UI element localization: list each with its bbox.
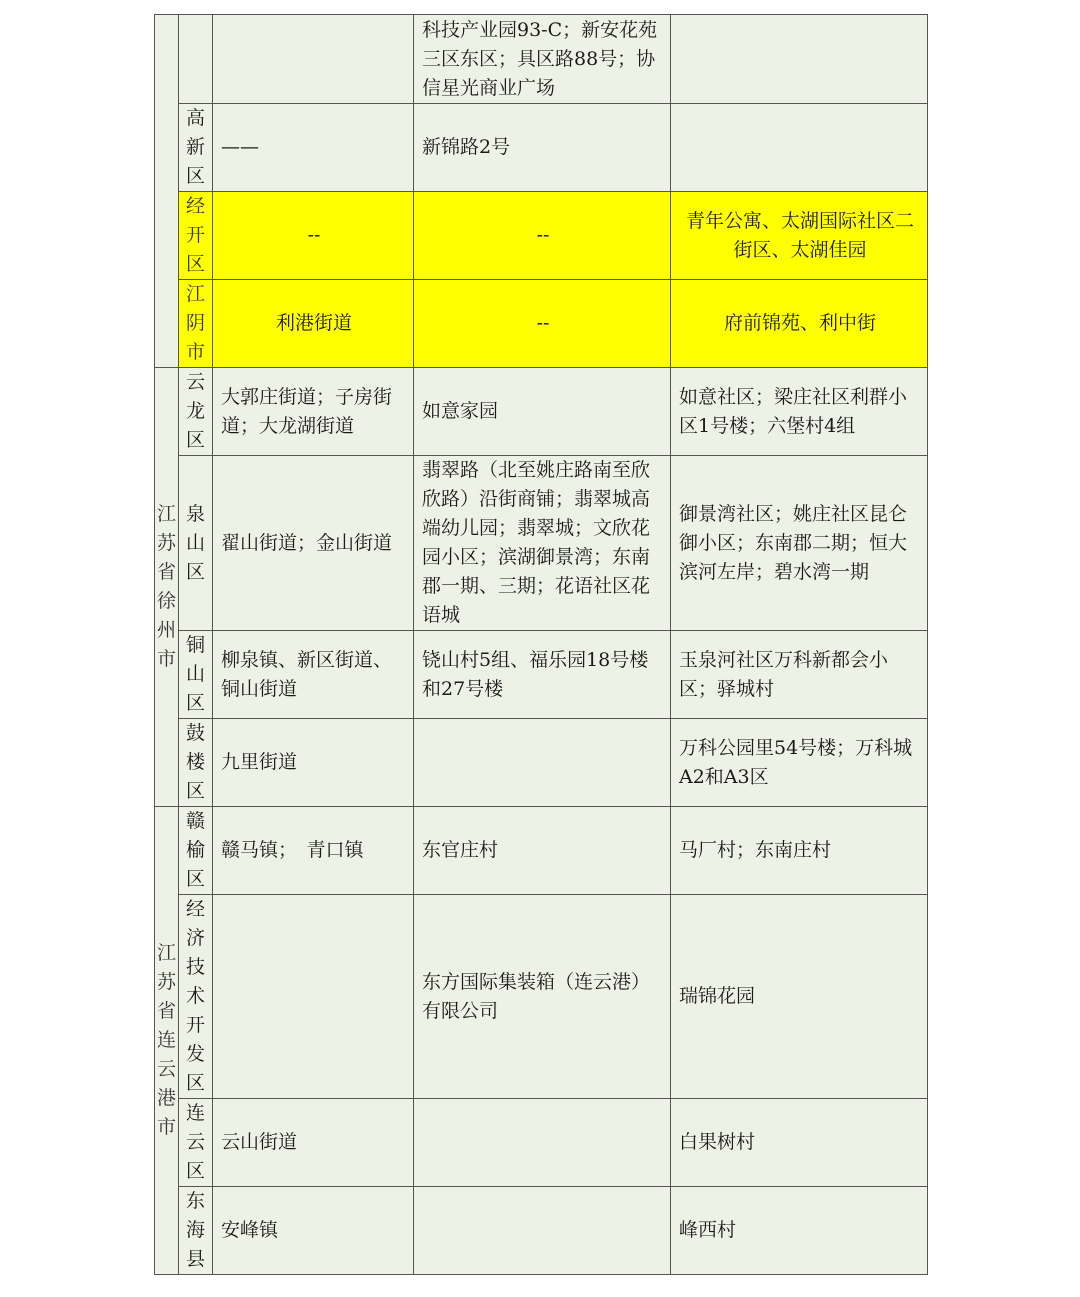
district-cell: 东海县 bbox=[179, 1187, 213, 1275]
streets-cell: —— bbox=[213, 104, 414, 192]
streets-cell: -- bbox=[213, 192, 414, 280]
streets-cell bbox=[213, 15, 414, 104]
streets-cell: 大郭庄街道；子房街道；大龙湖街道 bbox=[213, 368, 414, 456]
places-cell: 东方国际集装箱（连云港）有限公司 bbox=[414, 895, 671, 1099]
places-cell bbox=[414, 719, 671, 807]
communities-cell: 如意社区；梁庄社区利群小区1号楼；六堡村4组 bbox=[671, 368, 928, 456]
risk-area-table bbox=[154, 14, 928, 1275]
table-row bbox=[155, 1099, 928, 1187]
communities-cell: 马厂村；东南庄村 bbox=[671, 807, 928, 895]
table-row bbox=[155, 631, 928, 719]
communities-cell: 白果树村 bbox=[671, 1099, 928, 1187]
communities-cell: 青年公寓、太湖国际社区二街区、太湖佳园 bbox=[671, 192, 928, 280]
table-row bbox=[155, 104, 928, 192]
table-row bbox=[155, 719, 928, 807]
city-cell bbox=[155, 15, 179, 368]
places-cell: 翡翠路（北至姚庄路南至欣欣路）沿街商铺；翡翠城高端幼儿园；翡翠城；文欣花园小区；滨湖御景湾；东南郡一期、三期；花语社区花语城 bbox=[414, 456, 671, 631]
places-cell bbox=[414, 1099, 671, 1187]
table-row bbox=[155, 15, 928, 104]
district-cell: 铜山区 bbox=[179, 631, 213, 719]
district-cell: 经开区 bbox=[179, 192, 213, 280]
places-cell: 新锦路2号 bbox=[414, 104, 671, 192]
city-cell: 江苏省连云港市 bbox=[155, 807, 179, 1275]
communities-cell: 万科公园里54号楼；万科城A2和A3区 bbox=[671, 719, 928, 807]
table-row bbox=[155, 895, 928, 1099]
places-cell: 科技产业园93-C；新安花苑三区东区；具区路88号；协信星光商业广场 bbox=[414, 15, 671, 104]
streets-cell: 安峰镇 bbox=[213, 1187, 414, 1275]
table-row bbox=[155, 1187, 928, 1275]
communities-cell: 御景湾社区；姚庄社区昆仑御小区；东南郡二期；恒大滨河左岸；碧水湾一期 bbox=[671, 456, 928, 631]
streets-cell bbox=[213, 895, 414, 1099]
places-cell: 如意家园 bbox=[414, 368, 671, 456]
streets-cell: 利港街道 bbox=[213, 280, 414, 368]
table-row bbox=[155, 807, 928, 895]
communities-cell bbox=[671, 15, 928, 104]
communities-cell: 玉泉河社区万科新都会小区；驿城村 bbox=[671, 631, 928, 719]
places-cell: 东官庄村 bbox=[414, 807, 671, 895]
streets-cell: 赣马镇； 青口镇 bbox=[213, 807, 414, 895]
city-cell: 江苏省徐州市 bbox=[155, 368, 179, 807]
places-cell: -- bbox=[414, 192, 671, 280]
district-cell: 泉山区 bbox=[179, 456, 213, 631]
table-row bbox=[155, 456, 928, 631]
district-cell: 高新区 bbox=[179, 104, 213, 192]
district-cell: 江阴市 bbox=[179, 280, 213, 368]
district-cell bbox=[179, 15, 213, 104]
communities-cell: 瑞锦花园 bbox=[671, 895, 928, 1099]
communities-cell: 府前锦苑、利中街 bbox=[671, 280, 928, 368]
streets-cell: 柳泉镇、新区街道、铜山街道 bbox=[213, 631, 414, 719]
streets-cell: 九里街道 bbox=[213, 719, 414, 807]
streets-cell: 翟山街道；金山街道 bbox=[213, 456, 414, 631]
table-row-highlighted bbox=[155, 280, 928, 368]
table-row-highlighted bbox=[155, 192, 928, 280]
district-cell: 云龙区 bbox=[179, 368, 213, 456]
communities-cell: 峰西村 bbox=[671, 1187, 928, 1275]
district-cell: 赣榆区 bbox=[179, 807, 213, 895]
places-cell: -- bbox=[414, 280, 671, 368]
streets-cell: 云山街道 bbox=[213, 1099, 414, 1187]
district-cell: 经济技术开发区 bbox=[179, 895, 213, 1099]
table-row bbox=[155, 368, 928, 456]
places-cell: 铙山村5组、福乐园18号楼和27号楼 bbox=[414, 631, 671, 719]
places-cell bbox=[414, 1187, 671, 1275]
communities-cell bbox=[671, 104, 928, 192]
district-cell: 连云区 bbox=[179, 1099, 213, 1187]
district-cell: 鼓楼区 bbox=[179, 719, 213, 807]
